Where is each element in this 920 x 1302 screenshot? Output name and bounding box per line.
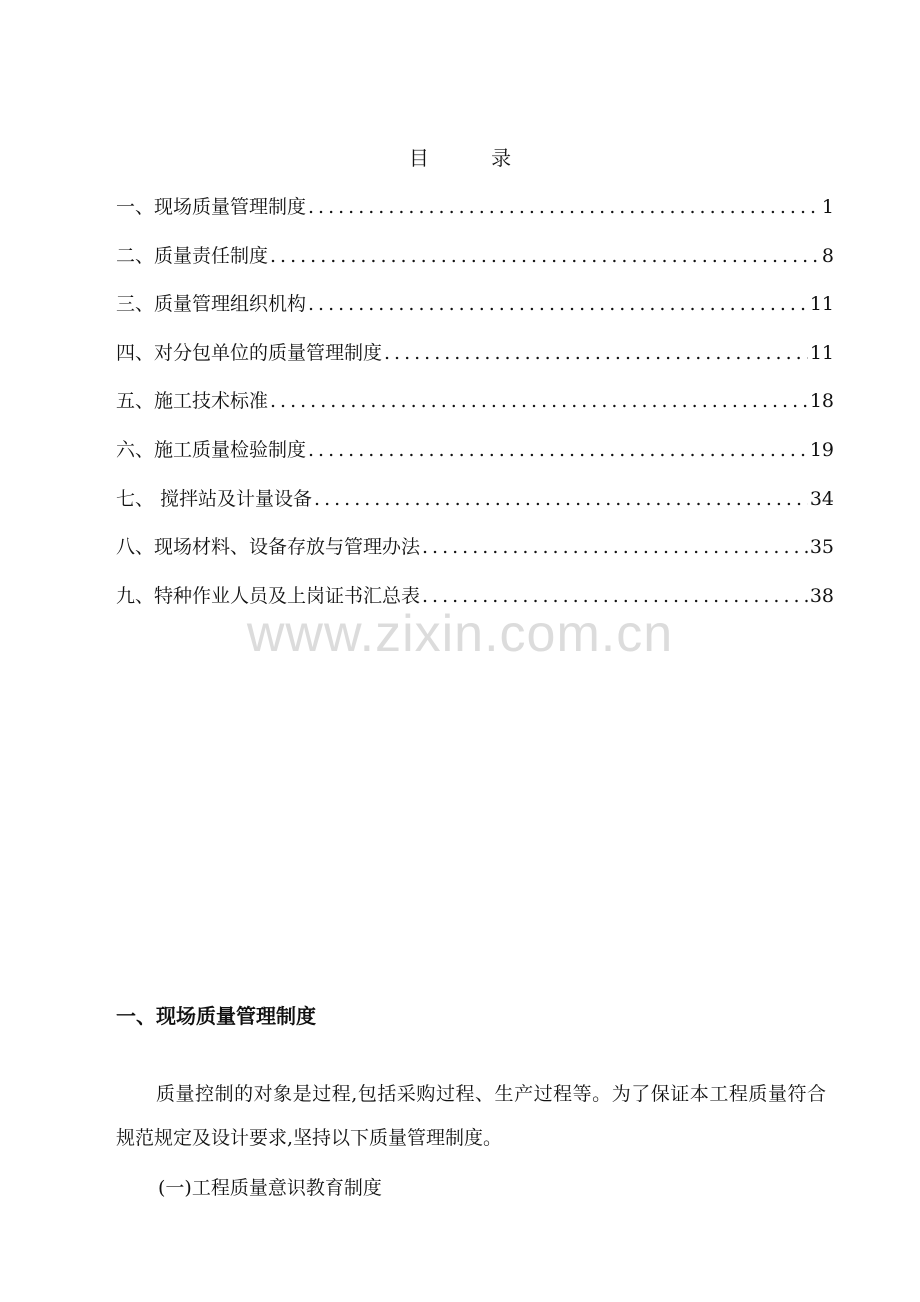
toc-entry-label: 五、施工技术标准 [116, 390, 269, 413]
toc-entry[interactable] [116, 334, 834, 383]
toc-entry[interactable] [116, 528, 834, 577]
toc-dot-leader [314, 480, 808, 518]
toc-entry-page: 38 [809, 584, 834, 607]
toc-dot-leader [308, 188, 820, 226]
toc-entry[interactable] [116, 188, 834, 237]
watermark-text: www.zixin.com.cn [246, 605, 674, 663]
toc-dot-leader [308, 285, 808, 323]
toc-entry-page: 18 [809, 390, 834, 413]
toc-entry-page: 11 [809, 293, 834, 316]
toc-dot-leader [308, 431, 808, 469]
toc-entry[interactable] [116, 480, 834, 529]
toc-entry-page: 1 [821, 196, 834, 218]
toc-entry-label: 一、现场质量管理制度 [116, 196, 307, 218]
toc-entry-page: 34 [809, 487, 834, 510]
toc-dot-leader [384, 334, 808, 372]
toc-entry[interactable] [116, 382, 834, 431]
toc-entry[interactable] [116, 431, 834, 480]
toc-dot-leader [422, 528, 808, 566]
subsection-heading: (一)工程质量意识教育制度 [158, 1177, 382, 1199]
toc-entry[interactable] [116, 285, 834, 334]
toc-entry-label: 六、施工质量检验制度 [116, 438, 307, 461]
toc-entry-page: 11 [809, 341, 834, 364]
toc-entry-page: 35 [809, 536, 834, 559]
toc-entry-label: 四、对分包单位的质量管理制度 [116, 341, 383, 364]
toc-entry-label: 三、质量管理组织机构 [116, 293, 307, 316]
toc-entry-page: 19 [809, 438, 834, 461]
toc-list [116, 188, 834, 625]
toc-title: 目 录 [408, 146, 540, 170]
toc-entry-label: 二、质量责任制度 [116, 244, 269, 267]
toc-entry-label: 九、特种作业人员及上岗证书汇总表 [116, 584, 421, 607]
toc-dot-leader [270, 382, 808, 420]
toc-dot-leader [270, 237, 820, 275]
toc-entry-label: 八、现场材料、设备存放与管理办法 [116, 536, 421, 559]
toc-entry[interactable] [116, 237, 834, 286]
body-paragraph: 质量控制的对象是过程,包括采购过程、生产过程等。为了保证本工程质量符合规范规定及设计要求,坚持以下质量管理制度。 [116, 1083, 826, 1149]
toc-entry-label: 七、 搅拌站及计量设备 [116, 487, 313, 510]
section-heading: 一、现场质量管理制度 [116, 1004, 316, 1028]
toc-entry-page: 8 [821, 244, 834, 267]
